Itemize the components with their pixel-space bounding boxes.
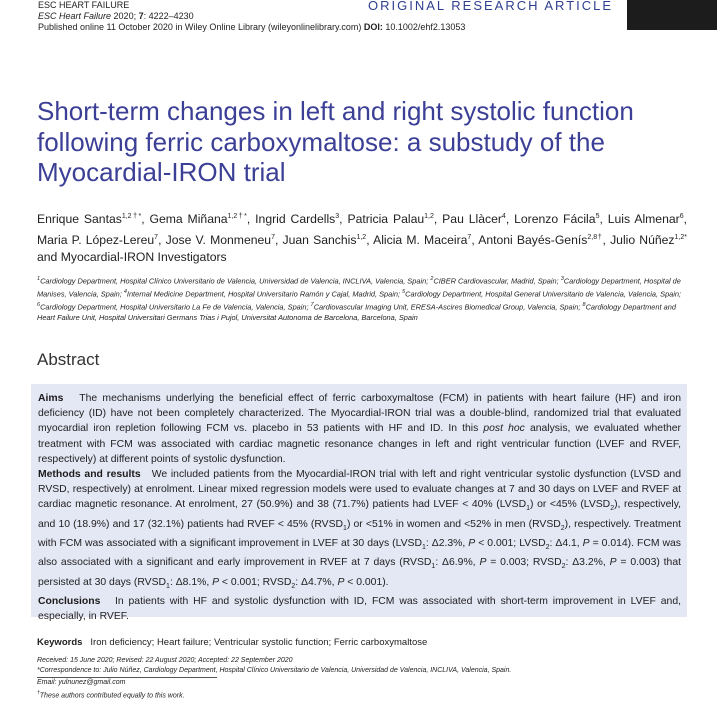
doi-link[interactable]: 10.1002/ehf2.13053 <box>385 22 466 32</box>
keywords-label: Keywords <box>37 637 83 648</box>
abstract-aims: Aims The mechanisms underlying the beneficial effect of ferric carboxymaltose (FCM) in patients with heart failure (HF) and iron deficiency (ID) have not been completely characterized. The Myocardial-IRON trial was a double-blind, randomized trial that evaluated myocardial iron repletion following FCM vs. placebo in 53 patients with HF and ID. In this post hoc analysis, we evaluated whether treatment with FCM was associated with cardiac magnetic resonance changes in left and right ventricular function (LVEF and RVEF, respectively) at different points of systolic dysfunction. <box>38 393 681 465</box>
author[interactable]: Antoni Bayés-Genís <box>478 232 588 247</box>
journal-name: ESC HEART FAILURE <box>38 0 130 10</box>
abstract-heading: Abstract <box>37 350 100 369</box>
author[interactable]: Luis Almenar <box>607 212 680 227</box>
affiliation: Cardiology Department, Hospital General Universitario de Valencia, Valencia, Spain; <box>405 289 682 299</box>
affiliation: Cardiovascular Imaging Unit, ERESA-Ascires Biomedical Group, Valencia, Spain; <box>313 302 583 312</box>
keywords-list: Iron deficiency; Heart failure; Ventricular systolic function; Ferric carboxymaltose <box>90 637 428 648</box>
author[interactable]: Maria P. López-Lereu <box>37 232 155 247</box>
author[interactable]: Ingrid Cardells <box>255 212 336 227</box>
equal-contribution-note: †These authors contributed equally to this work. <box>37 690 185 700</box>
author[interactable]: Alicia M. Maceira <box>373 232 468 247</box>
citation: ESC Heart Failure 2020; 7: 4222–4230 <box>38 11 194 21</box>
author[interactable]: Lorenzo Fácila <box>514 212 596 227</box>
affiliation: Cardiology Department, Hospital Universitario La Fe de Valencia, Valencia, Spain; <box>40 302 311 312</box>
author[interactable]: Enrique Santas <box>37 212 122 227</box>
header-color-block <box>627 0 717 30</box>
author[interactable]: Juan Sanchis <box>282 232 357 247</box>
citation-volume: 7 <box>138 11 144 21</box>
affiliation: Internal Medicine Department, Hospital Universitario Ramón y Cajal, Madrid, Spain; <box>126 289 403 299</box>
abstract-box <box>31 384 687 623</box>
publication-line: Published online 11 October 2020 in Wiley Online Library (wileyonlinelibrary.com) DOI: 10.1002/ehf2.13053 <box>38 22 466 32</box>
abstract-methods: Methods and results We included patients from the Myocardial-IRON trial with left and right ventricular systolic dysfunction (LVSD and RVSD, respectively) at enrolment. Linear mixed regression models were used to evaluate changes at 7 and 30 days on LVEF and RVEF at cardiac magnetic resonance. At enrolment, 27 (50.9%) and 38 (71.7%) patients had LVEF < 40% $(LVSD_1)$ or <45% $(LVSD_2)$, respectively, and 10 (18.9%) and 17 (32.1%) patients had RVEF < 45% $(RVSD_1)$ or <51% in women and <52% in men $(RVSD_2)$, respectively. Treatment with FCM was associated with a significant improvement in LVEF at 30 days ($LVSD_1$: Δ2.3%, P < 0.001; $LVSD_2$: Δ4.1, P = 0.014). FCM was also associated with a significant and early improvement in RVEF at 7 days ($RVSD_1$: Δ6.9%, P = 0.003; $RVSD_2$: Δ3.2%, P = 0.003) that persisted at 30 days ($RVSD_1$: Δ8.1%, P < 0.001; $RVSD_2$: Δ4.7%, P < 0.001). <box>38 469 682 590</box>
author-list: Enrique Santas$^{1,2\dagger*}$, Gema Miñana$^{1,2\dagger*}$, Ingrid Cardells$^3$, Patricia Palau$^{1,2}$, Pau Llàcer$^4$, Lorenzo Fácila$^5$, Luis Almenar$^6$, Maria P. López-Lereu$^7$, Jose V. Monmeneu$^7$, Juan Sanchis$^{1,2}$, Alicia M. Maceira$^7$, Antoni Bayés-Genís$^{2,8\dagger}$, Julio Núñez$^{1,2*}$ and Myocardial-IRON Investigators <box>37 212 687 265</box>
email[interactable]: Email: yulnunez@gmail.com <box>37 678 126 686</box>
keywords <box>37 637 427 648</box>
author[interactable]: Julio Núñez <box>610 232 675 247</box>
author[interactable]: Jose V. Monmeneu <box>165 232 272 247</box>
affiliations: $^1$Cardiology Department, Hospital Clínico Universitario de Valencia, Universidad de Valencia, INCLIVA, Valencia, Spain; $^2$CIBER Cardiovascular, Madrid, Spain; $^3$Cardiology Department, Hospital de Manises, Valencia, Spain; $^4$Internal Medicine Department, Hospital Universitario Ramón y Cajal, Madrid, Spain; $^5$Cardiology Department, Hospital General Universitario de Valencia, Valencia, Spain; $^6$Cardiology Department, Hospital Universitario La Fe de Valencia, Valencia, Spain; $^7$Cardiovascular Imaging Unit, ERESA-Ascires Biomedical Group, Valencia, Spain; $^8$Cardiology Department and Heart Failure Unit, Hospital Universitari Germans Trias i Pujol, Universitat Autonoma de Barcelona, Barcelona, Spain <box>37 276 682 323</box>
author[interactable]: Pau Llàcer <box>442 212 502 227</box>
article-type: ORIGINAL RESEARCH ARTICLE <box>368 0 614 13</box>
author[interactable]: Gema Miñana <box>149 212 228 227</box>
received-dates: Received: 15 June 2020; Revised: 22 August 2020; Accepted: 22 September 2020 <box>37 657 293 664</box>
affiliation: Cardiology Department and Heart Failure Unit, Hospital Universitari Germans Trias i Pujol, Universitat Autonoma de Barcelona, Barcelona, Spain <box>37 302 676 323</box>
article-title: Short-term changes in left and right systolic function following ferric carboxymaltose: a substudy of the Myocardial-IRON trial <box>37 96 634 187</box>
correspondence: *Correspondence to: Julio Núñez, Cardiology Department, Hospital Clínico Universitario de Valencia, Universidad de Valencia, INCLIVA, Valencia, Spain. <box>37 667 512 675</box>
affiliation: Cardiology Department, Hospital de Manises, Valencia, Spain; <box>37 276 681 299</box>
abstract-conclusions: Conclusions In patients with HF and systolic dysfunction with ID, FCM was associated with short-term improvement in LVEF and, especially, in RVEF. <box>38 595 681 623</box>
citation-journal: ESC Heart Failure <box>38 11 112 21</box>
affiliation: CIBER Cardiovascular, Madrid, Spain; <box>433 276 561 286</box>
investigators-group: and Myocardial-IRON Investigators <box>37 250 227 265</box>
footnotes <box>37 656 687 702</box>
affiliation: Cardiology Department, Hospital Clínico Universitario de Valencia, Universidad de Valencia, INCLIVA, Valencia, Spain; <box>40 276 431 286</box>
author[interactable]: Patricia Palau <box>347 212 425 227</box>
